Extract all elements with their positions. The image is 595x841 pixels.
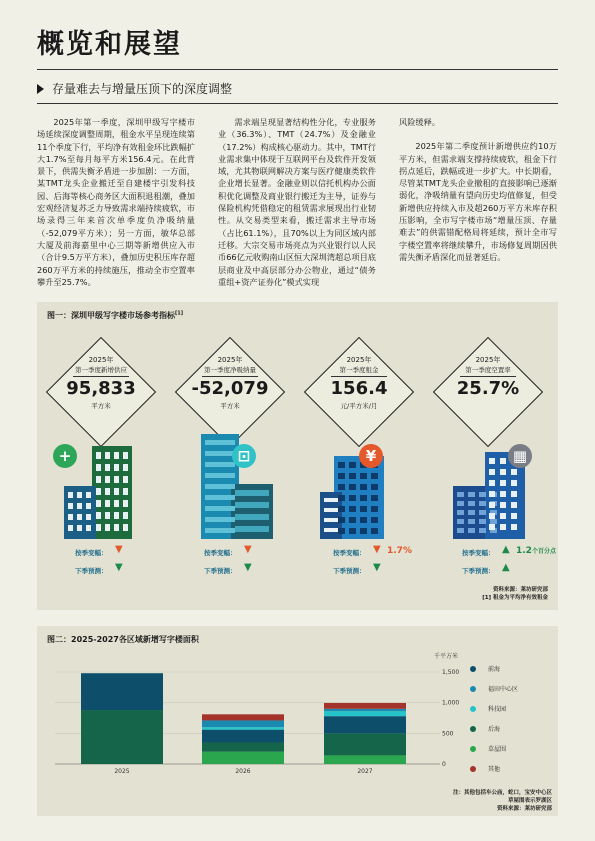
legend-label: 福田中心区 xyxy=(488,686,519,693)
change-number: 1.7% xyxy=(387,546,412,556)
section-subtitle xyxy=(37,80,232,97)
y-unit-label: 千平方米 xyxy=(434,653,459,660)
article-column-1 xyxy=(37,116,195,288)
title-rule xyxy=(37,69,558,70)
kpi-value: 156.4 xyxy=(330,378,388,399)
section-subtitle-text: 存量难去与增量压顶下的深度调整 xyxy=(52,82,233,96)
paragraph: 风险缓释。 xyxy=(399,117,440,127)
legend-label: 草屋围 xyxy=(488,746,507,753)
arrow-down-icon: ▼ xyxy=(373,562,381,573)
plus-icon: + xyxy=(53,444,77,468)
y-tick-label: 0 xyxy=(442,761,446,768)
forecast-label: 下季预测： xyxy=(462,567,495,575)
legend-swatch xyxy=(470,666,476,672)
kpi-label: 第一季度空置率 xyxy=(465,366,511,374)
figure2-panel xyxy=(37,626,558,816)
y-tick-label: 500 xyxy=(442,730,454,738)
divider xyxy=(460,376,516,377)
legend-swatch xyxy=(470,686,476,692)
paragraph: 2025年第二季度预计新增供应约10万平方米，但需求端支撑持续疲软，租金下行拐点延后，跌幅或进一步扩大。中长期看，尽管某TMT龙头企业撤租的直接影响已逐渐弱化，净吸纳量有望向历史均值修复，但受新增供应持续入市及超260万平方米库存积压影响，全市写字楼市场“增量压顶、存量难去”的供需错配格局将延续，预计全市写字楼空置率将继续攀升，市场修复周期因供需失衡矛盾深化而显著延后。 xyxy=(399,141,557,262)
y-tick-label: 1,500 xyxy=(442,669,460,676)
paragraph: 2025年第一季度，深圳甲级写字楼市场延续深度调整周期，租金水平呈现连续第11个季度下行，平均净有效租金环比跌幅扩大1.7%至每月每平方米156.4元。在此背景下，供需失衡矛盾进一步加剧：一方面，某TMT龙头企业搬迁至自建楼宇引发科技园、后海等核心商务区大面积退租潮，叠加宏观经济复苏乏力导致需求端持续疲软，市场录得三年来首次单季度负净吸纳量（-52,079平方米）；另一方面，敏华总部大厦及前海嘉里中心三期等新增供应入市（合计9.5万平方米），叠加历史积压库存超260万平方米的持续施压，推动全市空置率攀升至25.7%。 xyxy=(37,117,195,287)
divider xyxy=(202,376,258,377)
change-value xyxy=(516,546,556,556)
figure1-title: 图一：深圳甲级写字楼市场参考指标[1] xyxy=(47,310,184,320)
legend-swatch xyxy=(470,726,476,732)
arrow-down-icon: ▼ xyxy=(244,562,252,573)
legend-item xyxy=(470,764,500,773)
divider xyxy=(331,376,387,377)
page-title: 概览和展望 xyxy=(37,29,182,60)
arrow-up-icon: ▲ xyxy=(502,544,510,555)
legend-swatch xyxy=(470,746,476,752)
yoy-label: 按季变幅： xyxy=(75,549,108,557)
subtitle-rule xyxy=(37,103,558,104)
x-tick-label: 2025 xyxy=(114,768,130,775)
yen-icon: ¥ xyxy=(359,444,383,468)
forecast-label: 下季预测： xyxy=(204,567,237,575)
kpi-unit: 平方米 xyxy=(91,402,111,410)
kpi-year: 2025年 xyxy=(217,356,243,364)
chart-icon: ▦ xyxy=(508,444,532,468)
legend-swatch xyxy=(470,766,476,772)
kpi-label: 第一季度新增供应 xyxy=(75,366,127,374)
bullet-icon xyxy=(37,84,44,94)
kpi-unit: 元/平方米/月 xyxy=(340,402,378,410)
forecast-label: 下季预测： xyxy=(333,567,366,575)
kpi-value: 25.7% xyxy=(456,378,520,399)
legend-label: 其他 xyxy=(488,766,501,773)
change-unit: 个百分点 xyxy=(531,548,556,555)
legend-swatch xyxy=(470,706,476,712)
kpi-label: 第一季度租金 xyxy=(339,366,379,374)
footnote-mark: [1] xyxy=(175,310,184,317)
change-value xyxy=(387,546,412,556)
kpi-year: 2025年 xyxy=(475,356,501,364)
arrow-down-icon: ▼ xyxy=(115,544,123,555)
legend-item xyxy=(470,744,506,753)
legend-item xyxy=(470,724,500,733)
legend-item xyxy=(470,664,500,673)
x-tick-label: 2027 xyxy=(357,768,373,775)
forecast-label: 下季预测： xyxy=(75,567,108,575)
legend-label: 前海 xyxy=(488,666,501,673)
arrow-up-icon: ▲ xyxy=(502,562,510,573)
door-icon: ⊡ xyxy=(232,444,256,468)
y-tick-label: 1,000 xyxy=(442,699,460,707)
arrow-down-icon: ▼ xyxy=(373,544,381,555)
yoy-label: 按季变幅： xyxy=(333,549,366,557)
paragraph: 需求端呈现显著结构性分化，专业服务业（36.3%）、TMT（24.7%）及金融业（17.2%）构成核心驱动力。其中，TMT行业需求集中体现于互联网平台及软件开发领域，尤其物联网解决方案与医疗健康类软件企业增长显著。金融业则以信托机构办公面积优化调整及商业银行搬迁为主导，证券与保险机构凭借稳定的租赁需求展现出行业韧性。从交易类型来看，搬迁需求主导市场（占比61.1%），且70%以上为同区域内部迁移。大宗交易市场亮点为兴业银行以人民币66亿元收购南山区恒大深圳湾超总项目底层商业及中高层部分办公物业，通过“债务重组+资产证券化”模式实现 xyxy=(218,117,376,287)
figure2-note: 注：其他包括车公庙，蛇口，宝安中心区 草屋围表示罗湖区 资料来源：莱坊研究部 xyxy=(452,790,552,812)
kpi-value: -52,079 xyxy=(191,378,269,399)
yoy-label: 按季变幅： xyxy=(204,549,237,557)
kpi-label: 第一季度净吸纳量 xyxy=(204,366,256,374)
kpi-year: 2025年 xyxy=(346,356,372,364)
arrow-down-icon: ▼ xyxy=(115,562,123,573)
legend-label: 科技园 xyxy=(488,706,507,713)
figure2-title: 图二：2025-2027各区域新增写字楼面积 xyxy=(47,635,199,644)
divider xyxy=(73,376,129,377)
arrow-down-icon: ▼ xyxy=(244,544,252,555)
article-column-3 xyxy=(399,116,557,263)
legend-label: 后海 xyxy=(488,726,501,733)
change-number: 1.2 xyxy=(516,546,532,556)
kpi-unit: 平方米 xyxy=(220,402,240,410)
yoy-label: 按季变幅： xyxy=(462,549,495,557)
legend-item xyxy=(470,704,506,713)
kpi-value: 95,833 xyxy=(66,378,136,399)
x-tick-label: 2026 xyxy=(235,768,251,775)
article-column-2 xyxy=(218,116,376,288)
figure1-source: 资料来源：莱坊研究部 [1] 租金为平均净有效租金 xyxy=(482,587,548,601)
kpi-year: 2025年 xyxy=(88,356,114,364)
legend-item xyxy=(470,684,518,693)
